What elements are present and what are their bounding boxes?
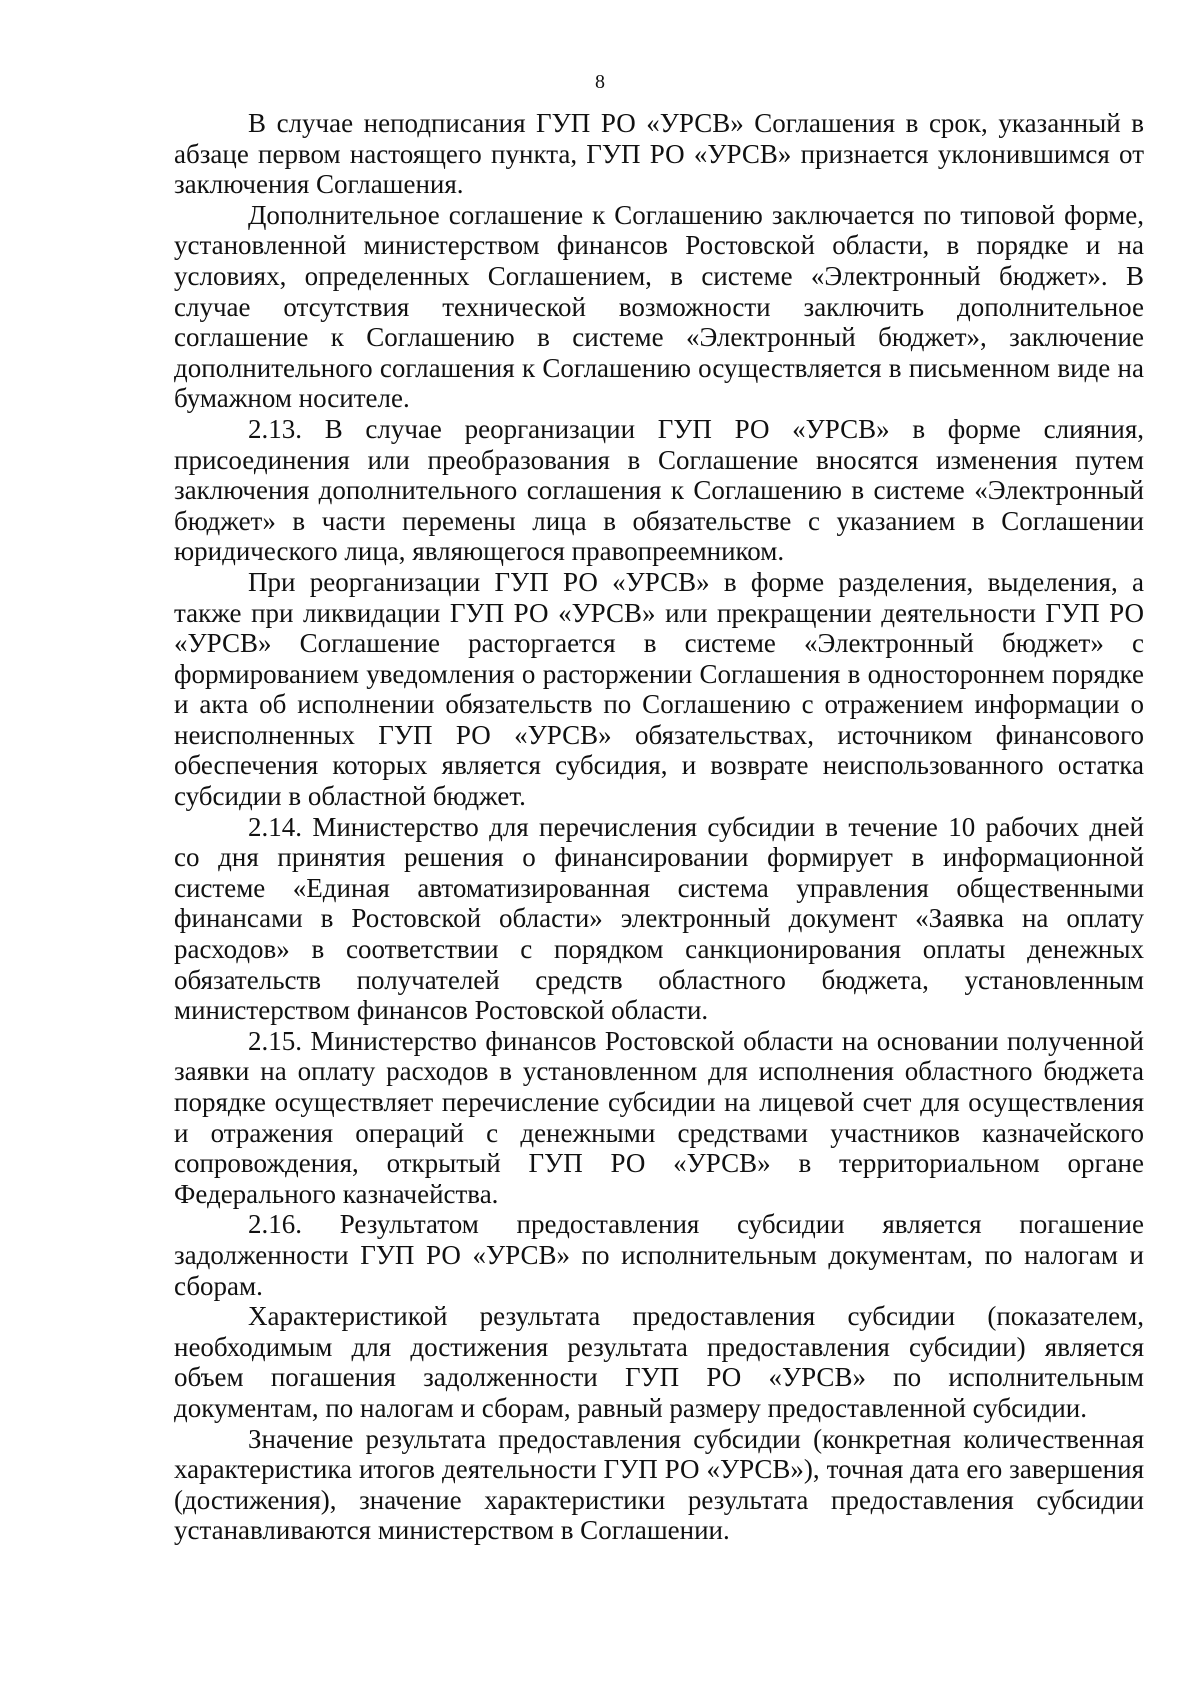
paragraph-2-14-payment-request: 2.14. Министерство для перечисления субсидии в течение 10 рабочих дней со дня принятия решения о финансировании формирует в информационной системе «Единая автоматизированная система управления общественными финансами в Ростовской области» электронный документ «Заявка на оплату расходов» в соответствии с порядком санкционирования оплаты денежных обязательств получателей средств областного бюджета, установленным министерством финансов Ростовской области. (174, 811, 1144, 1026)
paragraph-additional-agreement: Дополнительное соглашение к Соглашению заключается по типовой форме, установленной министерством финансов Ростовской области, в порядке и на условиях, определенных Соглашением, в системе «Электронный бюджет». В случае отсутствия технической возможности заключить дополнительное соглашение к Соглашению в системе «Электронный бюджет», заключение дополнительного соглашения к Соглашению осуществляется в письменном виде на бумажном носителе. (174, 199, 1144, 414)
document-body (174, 108, 1144, 1546)
paragraph-result-value: Значение результата предоставления субсидии (конкретная количественная характеристика итогов деятельности ГУП РО «УРСВ»), точная дата его завершения (достижения), значение характеристики результата предоставления субсидии устанавливаются министерством в Соглашении. (174, 1423, 1144, 1546)
paragraph-result-characteristic: Характеристикой результата предоставления субсидии (показателем, необходимым для достижения результата предоставления субсидии) является объем погашения задолженности ГУП РО «УРСВ» по исполнительным документам, по налогам и сборам, равный размеру предоставленной субсидии. (174, 1301, 1144, 1423)
paragraph-refusal-to-sign: В случае неподписания ГУП РО «УРСВ» Соглашения в срок, указанный в абзаце первом настоящего пункта, ГУП РО «УРСВ» признается уклонившимся от заключения Соглашения. (174, 108, 1144, 200)
paragraph-reorganization-termination: При реорганизации ГУП РО «УРСВ» в форме разделения, выделения, а также при ликвидации ГУП РО «УРСВ» или прекращении деятельности ГУП РО «УРСВ» Соглашение расторгается в системе «Электронный бюджет» с формированием уведомления о расторжении Соглашения в одностороннем порядке и акта об исполнении обязательств по Соглашению с отражением информации о неисполненных ГУП РО «УРСВ» обязательствах, источником финансового обеспечения которых является субсидия, и возврате неиспользованного остатка субсидии в областной бюджет. (174, 566, 1144, 812)
page-number: 8 (595, 71, 605, 93)
paragraph-2-13-reorganization: 2.13. В случае реорганизации ГУП РО «УРСВ» в форме слияния, присоединения или преобразования в Соглашение вносятся изменения путем заключения дополнительного соглашения к Соглашению в системе «Электронный бюджет» в части перемены лица в обязательстве с указанием в Соглашении юридического лица, являющегося правопреемником. (174, 413, 1144, 567)
paragraph-2-15-transfer: 2.15. Министерство финансов Ростовской области на основании полученной заявки на оплату расходов в установленном для исполнения областного бюджета порядке осуществляет перечисление субсидии на лицевой счет для осуществления и отражения операций с денежными средствами участников казначейского сопровождения, открытый ГУП РО «УРСВ» в территориальном органе Федерального казначейства. (174, 1025, 1144, 1209)
paragraph-2-16-result: 2.16. Результатом предоставления субсидии является погашение задолженности ГУП РО «УРСВ» по исполнительным документам, по налогам и сборам. (174, 1209, 1144, 1301)
